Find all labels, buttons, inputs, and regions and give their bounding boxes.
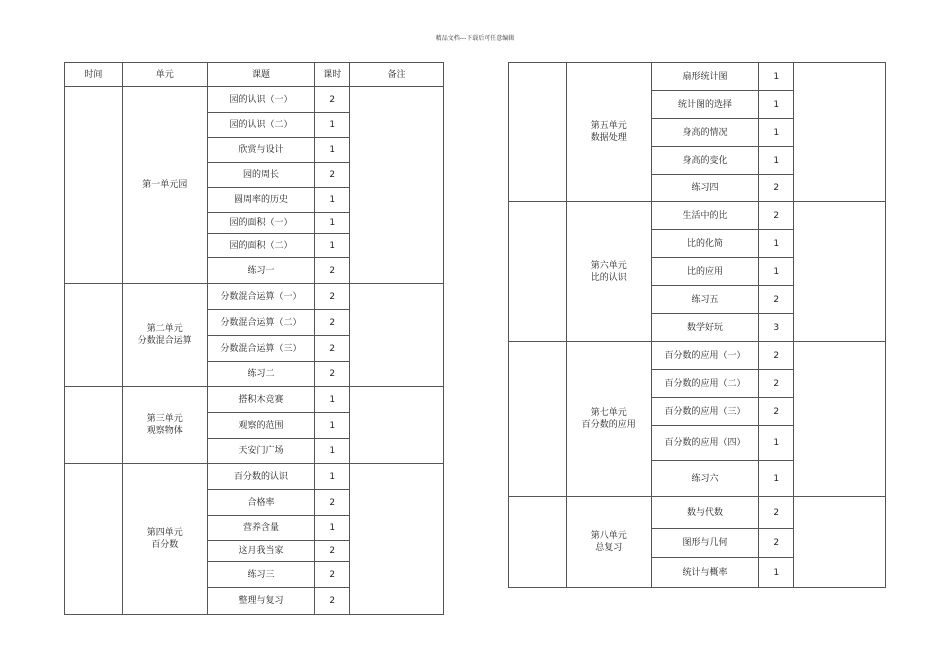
time-cell <box>509 342 567 497</box>
time-cell <box>65 387 123 464</box>
time-cell <box>509 202 567 342</box>
lesson-hours: 1 <box>759 91 794 119</box>
unit-title-line: 百分数 <box>151 540 179 550</box>
lesson-row <box>65 387 444 413</box>
lesson-row <box>65 87 444 113</box>
unit-title-line: 第六单元 <box>590 260 627 271</box>
lesson-hours: 2 <box>759 497 794 529</box>
header-topic: 课题 <box>207 63 315 87</box>
unit-title-line: 总复习 <box>595 543 623 553</box>
lesson-topic: 圆周率的历史 <box>207 188 315 213</box>
unit-title-line: 第一单元园 <box>142 180 188 190</box>
lesson-hours: 1 <box>759 63 794 91</box>
unit-title-cell <box>566 342 651 497</box>
time-cell <box>65 87 123 284</box>
lesson-hours: 2 <box>759 342 794 370</box>
lesson-topic: 园的认识（一） <box>207 87 315 113</box>
header-notes: 备注 <box>350 63 444 87</box>
lesson-hours: 2 <box>759 370 794 398</box>
unit-title-cell <box>566 63 651 202</box>
header-unit: 单元 <box>122 63 207 87</box>
lesson-topic: 数与代数 <box>651 497 759 529</box>
time-cell <box>65 464 123 615</box>
notes-cell <box>794 342 886 497</box>
notes-cell <box>794 202 886 342</box>
lesson-topic: 欣赏与设计 <box>207 138 315 163</box>
lesson-topic: 练习六 <box>651 461 759 497</box>
unit-title-line: 第五单元 <box>590 121 627 131</box>
lesson-hours: 1 <box>315 387 350 413</box>
lesson-topic: 练习五 <box>651 286 759 314</box>
lesson-topic: 统计与概率 <box>651 558 759 588</box>
lesson-hours: 2 <box>315 284 350 310</box>
lesson-row <box>509 63 886 91</box>
lesson-hours: 1 <box>315 138 350 163</box>
lesson-topic: 百分数的应用（四） <box>651 426 759 461</box>
lesson-hours: 1 <box>315 188 350 213</box>
time-cell <box>509 63 567 202</box>
unit-title-line: 观察物体 <box>146 426 183 436</box>
header-row <box>65 63 444 87</box>
time-cell <box>65 284 123 387</box>
notes-cell <box>350 464 444 615</box>
lesson-topic: 身高的变化 <box>651 147 759 175</box>
lesson-hours: 2 <box>315 562 350 588</box>
lesson-hours: 1 <box>759 147 794 175</box>
lesson-hours: 1 <box>315 234 350 258</box>
unit-title-line: 比的认识 <box>590 272 627 283</box>
unit-title-cell <box>566 202 651 342</box>
notes-cell <box>350 87 444 284</box>
unit-title-line: 数据处理 <box>590 133 627 143</box>
page-header: 精品文档---下载后可任意编辑 <box>435 35 515 42</box>
lesson-row <box>509 497 886 529</box>
lesson-hours: 1 <box>315 213 350 234</box>
lesson-topic: 园的认识（二） <box>207 113 315 138</box>
lesson-hours: 2 <box>759 202 794 230</box>
lesson-hours: 2 <box>315 310 350 336</box>
lesson-topic: 图形与几何 <box>651 529 759 558</box>
lesson-hours: 2 <box>759 175 794 202</box>
lesson-hours: 1 <box>759 426 794 461</box>
lesson-hours: 2 <box>315 336 350 362</box>
lesson-hours: 1 <box>759 119 794 147</box>
lesson-topic: 扇形统计图 <box>651 63 759 91</box>
lesson-hours: 2 <box>315 163 350 188</box>
lesson-topic: 园的面积（一） <box>207 213 315 234</box>
header-hours: 课时 <box>315 63 350 87</box>
lesson-row <box>65 284 444 310</box>
lesson-hours: 2 <box>759 286 794 314</box>
unit-title-line: 百分数的应用 <box>581 420 636 430</box>
lesson-topic: 分数混合运算（二） <box>207 310 315 336</box>
unit-title-cell <box>122 87 207 284</box>
lesson-hours: 3 <box>759 314 794 342</box>
lesson-topic: 百分数的应用（三） <box>651 398 759 426</box>
unit-title-line: 第二单元 <box>146 324 183 334</box>
lesson-topic: 搭积木竞赛 <box>207 387 315 413</box>
lesson-topic: 园的周长 <box>207 163 315 188</box>
unit-title-line: 第八单元 <box>590 531 627 541</box>
lesson-topic: 比的化简 <box>651 230 759 258</box>
lesson-topic: 分数混合运算（一） <box>207 284 315 310</box>
unit-title-line: 第三单元 <box>146 414 183 424</box>
notes-cell <box>350 284 444 387</box>
lesson-topic: 统计图的选择 <box>651 91 759 119</box>
schedule-table-right <box>508 62 886 588</box>
lesson-topic: 整理与复习 <box>207 588 315 615</box>
unit-title-line: 分数混合运算 <box>137 336 192 346</box>
lesson-row <box>65 464 444 490</box>
lesson-topic: 观察的范围 <box>207 413 315 439</box>
notes-cell <box>350 387 444 464</box>
unit-title-cell <box>122 387 207 464</box>
lesson-topic: 百分数的认识 <box>207 464 315 490</box>
lesson-topic: 身高的情况 <box>651 119 759 147</box>
lesson-hours: 1 <box>315 439 350 464</box>
lesson-row <box>509 342 886 370</box>
lesson-topic: 比的应用 <box>651 258 759 286</box>
lesson-hours: 1 <box>315 516 350 541</box>
lesson-hours: 1 <box>759 558 794 588</box>
lesson-hours: 1 <box>759 461 794 497</box>
lesson-hours: 2 <box>315 258 350 284</box>
lesson-topic: 生活中的比 <box>651 202 759 230</box>
lesson-hours: 1 <box>315 413 350 439</box>
lesson-hours: 2 <box>315 541 350 562</box>
lesson-hours: 2 <box>315 490 350 516</box>
lesson-topic: 天安门广场 <box>207 439 315 464</box>
notes-cell <box>794 497 886 588</box>
lesson-topic: 数学好玩 <box>651 314 759 342</box>
lesson-topic: 分数混合运算（三） <box>207 336 315 362</box>
lesson-hours: 2 <box>315 87 350 113</box>
lesson-topic: 园的面积（二） <box>207 234 315 258</box>
lesson-topic: 百分数的应用（一） <box>651 342 759 370</box>
lesson-hours: 1 <box>759 258 794 286</box>
lesson-topic: 练习一 <box>207 258 315 284</box>
lesson-hours: 1 <box>759 230 794 258</box>
lesson-hours: 2 <box>315 588 350 615</box>
notes-cell <box>794 63 886 202</box>
lesson-hours: 1 <box>315 113 350 138</box>
unit-title-cell <box>122 464 207 615</box>
lesson-topic: 这月我当家 <box>207 541 315 562</box>
schedule-table-left <box>64 62 444 615</box>
lesson-topic: 百分数的应用（二） <box>651 370 759 398</box>
lesson-hours: 1 <box>315 464 350 490</box>
header-time: 时间 <box>65 63 123 87</box>
lesson-topic: 合格率 <box>207 490 315 516</box>
unit-title-cell <box>122 284 207 387</box>
lesson-hours: 2 <box>759 398 794 426</box>
lesson-hours: 2 <box>759 529 794 558</box>
unit-title-line: 第四单元 <box>146 528 183 538</box>
lesson-hours: 2 <box>315 362 350 387</box>
lesson-topic: 练习四 <box>651 175 759 202</box>
lesson-row <box>509 202 886 230</box>
lesson-topic: 营养含量 <box>207 516 315 541</box>
lesson-topic: 练习三 <box>207 562 315 588</box>
time-cell <box>509 497 567 588</box>
unit-title-line: 第七单元 <box>590 408 627 418</box>
lesson-topic: 练习二 <box>207 362 315 387</box>
unit-title-cell <box>566 497 651 588</box>
